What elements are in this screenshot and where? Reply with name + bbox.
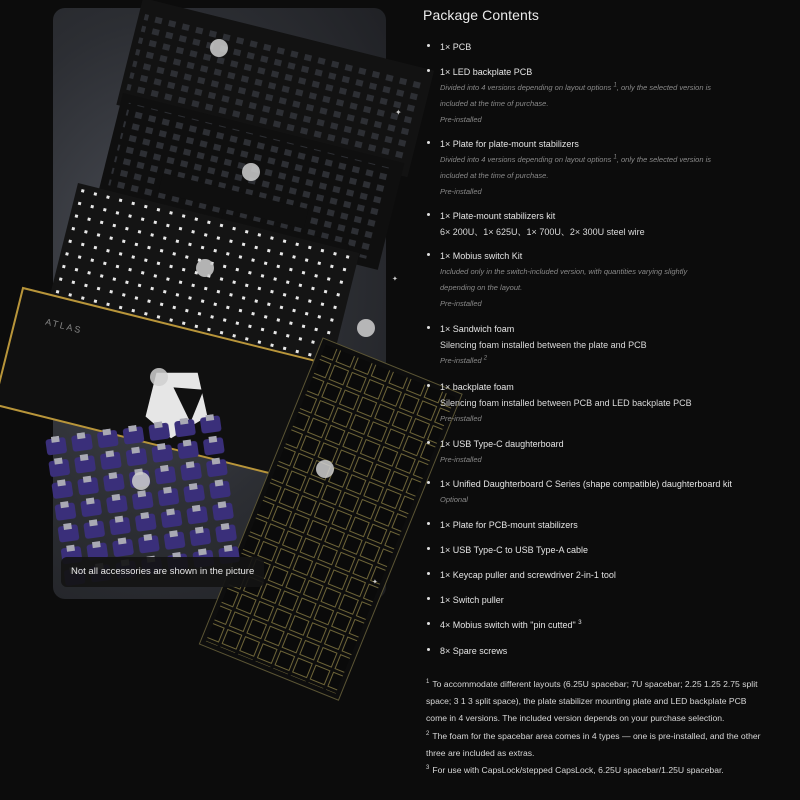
item-name: 1× Plate for PCB-mount stabilizers (440, 520, 578, 530)
bullet-dot (427, 326, 430, 329)
bullet-dot (427, 572, 430, 575)
item-name: 1× PCB (440, 42, 472, 52)
item-desc: Silencing foam installed between the plate and PCB (440, 340, 647, 350)
item-name: 1× backplate foam (440, 382, 514, 392)
sparkle-star: ✦ (392, 276, 398, 283)
item-name: 1× Keycap puller and screwdriver 2-in-1 tool (440, 570, 616, 580)
item-desc: Silencing foam installed between PCB and LED backplate PCB (440, 398, 692, 408)
item-name: 1× Unified Daughterboard C Series (shape compatible) daughterboard kit (440, 479, 732, 489)
item-status: Pre-installed $^2$ (440, 355, 488, 365)
item-name: 4× Mobius switch with "pin cutted" $^3$ (440, 620, 582, 630)
list-item (427, 476, 732, 508)
list-item (427, 517, 578, 533)
bullet-dot (427, 597, 430, 600)
bullet-dot (427, 441, 430, 444)
list-item (427, 617, 582, 633)
sparkle-star: ✦ (372, 579, 378, 586)
list-item (427, 567, 616, 583)
sparkle-star: ✦ (395, 108, 402, 117)
item-name: 1× Plate-mount stabilizers kit (440, 211, 556, 221)
hotspot-marker[interactable] (357, 319, 375, 337)
list-item (427, 248, 687, 312)
item-note: included at the time of purchase. (440, 171, 549, 180)
bullet-dot (427, 481, 430, 484)
bullet-dot (427, 522, 430, 525)
footnote: $^3$ For use with CapsLock/stepped CapsLock, 6.25U spacebar/1.25U spacebar. (426, 765, 724, 776)
list-item (427, 379, 692, 427)
item-status: Optional (440, 495, 468, 504)
item-name: 1× Switch puller (440, 595, 504, 605)
item-name: 1× Sandwich foam (440, 324, 515, 334)
bullet-dot (427, 213, 430, 216)
list-item (427, 64, 711, 128)
item-note: Included only in the switch-included version, with quantities varying slightly (440, 267, 688, 276)
bullet-dot (427, 253, 430, 256)
bullet-dot (427, 384, 430, 387)
hotspot-marker[interactable] (150, 368, 168, 386)
item-status: Pre-installed (440, 115, 482, 124)
item-status: Pre-installed (440, 299, 482, 308)
item-note: depending on the layout. (440, 283, 523, 292)
exploded-keyboard-illustration (44, 8, 386, 599)
item-name: 1× USB Type-C daughterboard (440, 439, 564, 449)
bullet-dot (427, 547, 430, 550)
bullet-dot (427, 648, 430, 651)
hotspot-marker[interactable] (196, 259, 214, 277)
list-item (427, 592, 504, 608)
bullet-dot (427, 44, 430, 47)
list-item (427, 39, 471, 55)
footnote: $^1$ To accommodate different layouts (6.25U spacebar; 7U spacebar; 2.25 1.25 2.75 split space; 3 1 3 split space), the plate stabilizer mounting plate and LED backplate PCB come in 4 versions. The included version depends on your purchase selection. (426, 679, 758, 724)
page-title: Package Contents (423, 7, 540, 23)
list-item (427, 542, 588, 558)
list-item (427, 136, 711, 200)
item-status: Pre-installed (440, 455, 482, 464)
item-name: 1× Mobius switch Kit (440, 251, 523, 261)
item-name: 8× Spare screws (440, 646, 508, 656)
list-item (427, 321, 647, 369)
footnote: $^2$ The foam for the spacebar area comes in 4 types — one is pre-installed, and the other three are included as extras. (426, 730, 761, 758)
hotspot-marker[interactable] (316, 460, 334, 478)
item-status: Pre-installed (440, 187, 482, 196)
hotspot-marker[interactable] (242, 163, 260, 181)
list-item (427, 208, 645, 240)
item-name: 1× LED backplate PCB (440, 67, 533, 77)
item-name: 1× USB Type-C to USB Type-A cable (440, 545, 588, 555)
item-status: Pre-installed (440, 414, 482, 423)
list-item (427, 436, 564, 468)
item-note: Divided into 4 versions depending on layout options $^1$, only the selected version is (440, 154, 712, 164)
hotspot-marker[interactable] (210, 39, 228, 57)
hotspot-marker[interactable] (132, 472, 150, 490)
item-desc: 6× 200U、1× 625U、1× 700U、2× 300U steel wire (440, 227, 645, 237)
item-note: included at the time of purchase. (440, 99, 549, 108)
bullet-dot (427, 69, 430, 72)
footnotes (426, 676, 766, 779)
pcb-logo: ATLAS (44, 316, 84, 336)
bullet-dot (427, 141, 430, 144)
photo-caption: Not all accessories are shown in the picture (61, 557, 264, 587)
bullet-dot (427, 622, 430, 625)
item-name: 1× Plate for plate-mount stabilizers (440, 139, 579, 149)
list-item (427, 643, 507, 659)
item-note: Divided into 4 versions depending on layout options $^1$, only the selected version is (440, 82, 712, 92)
product-photo (44, 8, 386, 599)
